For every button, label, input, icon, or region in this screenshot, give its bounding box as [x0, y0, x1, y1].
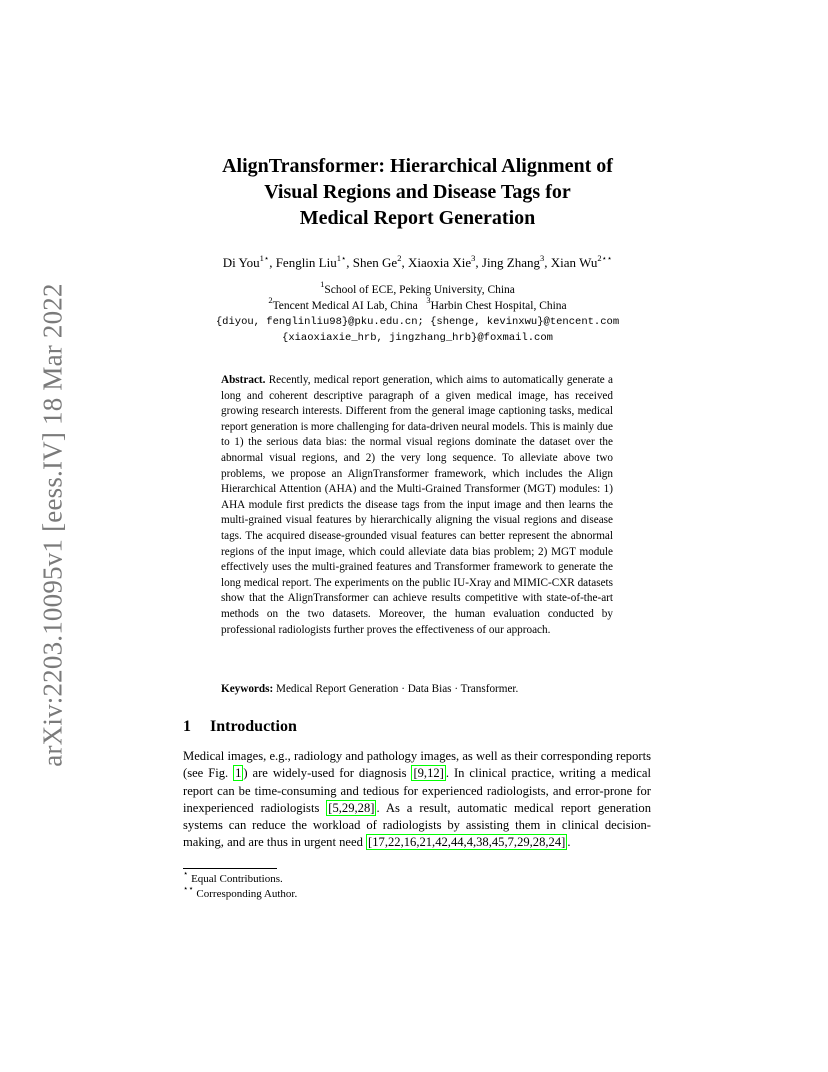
footnote-corresponding-author: ⋆⋆ Corresponding Author. — [183, 882, 298, 900]
figure-reference-link[interactable]: 1 — [235, 766, 242, 781]
author: Xiaoxia Xie$^3$ — [407, 252, 476, 270]
paper-title — [150, 153, 685, 231]
footnotes — [183, 868, 298, 901]
author: Di You$^{1⋆}$ — [222, 252, 270, 270]
arxiv-identifier: arXiv:2203.10095v1 [eess.IV] 18 Mar 2022 — [37, 283, 68, 767]
abstract — [221, 373, 613, 638]
keywords-label: Keywords: — [221, 683, 274, 695]
section-heading-introduction — [183, 717, 297, 737]
author: Shen Ge$^2$ — [352, 252, 402, 270]
title-line-3: Medical Report Generation — [299, 207, 536, 229]
citation-link[interactable]: [5,29,28] — [328, 800, 375, 815]
keywords — [221, 682, 621, 697]
author-emails-line-1: {diyou, fenglinliu98}@pku.edu.cn; {shenge, kevinxwu}@tencent.com — [215, 316, 620, 328]
section-number: 1 — [183, 718, 191, 735]
introduction-paragraph: Medical images, e.g., radiology and pathology images, as well as their corresponding reports (see Fig. 1 ) are widely-used for diagnosis [9,12] . In clinical practice, writing a medical report can be time-consuming and tedious for experienced radiologists, and error-prone for inexperienced radiologists [5,29,28] . As a result, automatic medical report generation systems can reduce the workload of radiologists by assisting them in clinical decision-making, and are thus in urgent need [17,22,16,21,42,44,4,38,45,7,29,28,24] . — [183, 749, 651, 850]
author-emails-line-2: {xiaoxiaxie_hrb, jingzhang_hrb}@foxmail.com — [282, 332, 553, 344]
author: Xian $Wu^{2⋆⋆}$ — [550, 252, 613, 270]
citation-link[interactable]: [17,22,16,21,42,44,4,38,45,7,29,28,24] — [368, 835, 566, 850]
author-list: Di You$^{1⋆}$, Fenglin Liu$^{1⋆}$, Shen Ge$^2$, Xiaoxia Xie$^3$, Jing Zhang$^3$, Xian $Wu^{2⋆⋆}$ — [222, 252, 613, 270]
title-line-1: AlignTransformer: Hierarchical Alignment of — [222, 155, 613, 177]
affiliation-2-3: $^2$Tencent Medical AI Lab, China $^3$Harbin Chest Hospital, China — [268, 295, 567, 312]
author: Jing Zhang$^3$ — [481, 252, 545, 270]
footnote-equal-contribution: ⋆ Equal Contributions. — [183, 868, 283, 885]
section-title: Introduction — [210, 718, 297, 735]
abstract-text: Recently, medical report generation, which aims to automatically generate a long and coherent descriptive paragraph of a given medical image, has received growing research interests. Different from the general image captioning tasks, medical report generation is more challenging for data-driven neural models. This is mainly due to 1) the serious data bias: the normal visual regions dominate the dataset over the abnormal visual regions, and 2) the very long sequence. To alleviate above two problems, we propose an AlignTransformer framework, which includes the Align Hierarchical Attention (AHA) and the Multi-Grained Transformer (MGT) modules: 1) AHA module first predicts the disease tags from the input image and then learns the multi-grained visual features by hierarchically aligning the visual regions and disease tags. The acquired disease-grounded visual features can better represent the abnormal regions of the input image, which could alleviate data bias problem; 2) MGT module effectively uses the multi-grained features and Transformer framework to generate the long medical report. The experiments on the public IU-Xray and MIMIC-CXR datasets show that the AlignTransformer can achieve results competitive with state-of-the-art methods on the two datasets. Moreover, the human evaluation conducted by professional radiologists further proves the effectiveness of our approach. — [221, 374, 614, 636]
citation-link[interactable]: [9,12] — [413, 766, 444, 781]
abstract-label: Abstract. — [221, 374, 266, 386]
title-line-2: Visual Regions and Disease Tags for — [264, 181, 571, 203]
footnote-divider — [183, 868, 277, 869]
author: Fenglin Liu$^{1⋆}$ — [275, 252, 347, 270]
affiliations — [150, 279, 685, 346]
keywords-text: Medical Report Generation · Data Bias · Transformer. — [276, 683, 519, 695]
affiliation-1: $^1$School of ECE, Peking University, China — [320, 279, 515, 296]
